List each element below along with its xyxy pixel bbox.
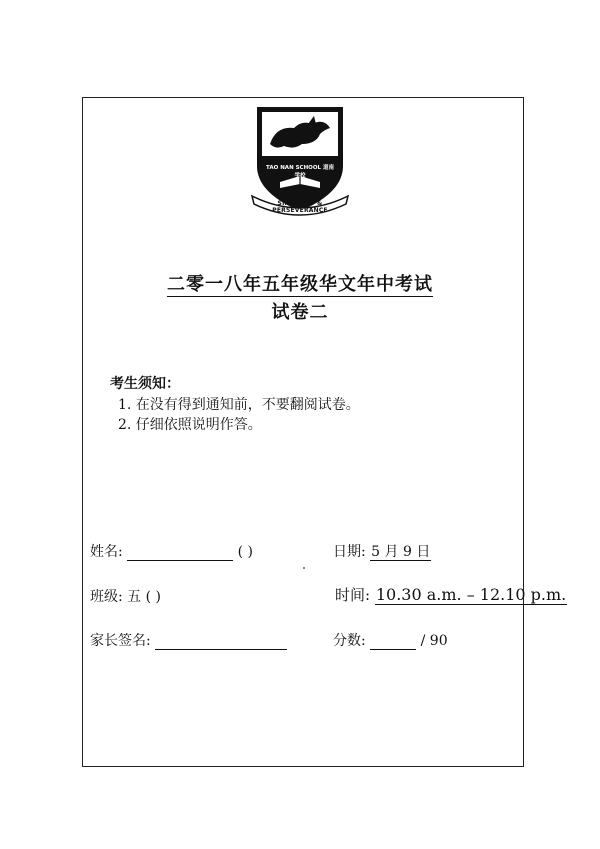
time-field <box>335 584 567 605</box>
crest-school-name: TAO NAN SCHOOL 道南学校 <box>266 165 334 179</box>
score-label: 分数: <box>333 633 366 649</box>
name-index-paren: ( ) <box>237 544 253 560</box>
date-field <box>333 541 431 561</box>
crest-motto: SINCERITY & PERSEVERANCE <box>272 200 328 214</box>
class-field <box>90 586 161 606</box>
time-value: 10.30 a.m. – 12.10 p.m. <box>375 585 567 604</box>
score-field <box>333 630 448 650</box>
paper-subtitle: 试卷二 <box>271 302 329 323</box>
name-label: 姓名: <box>90 544 123 560</box>
score-blank-line[interactable] <box>370 633 416 650</box>
class-label: 班级: <box>90 589 123 605</box>
school-crest <box>250 104 350 218</box>
exam-title <box>0 270 600 296</box>
scan-speck <box>303 567 305 569</box>
signature-blank-line[interactable] <box>155 633 287 650</box>
score-total: / 90 <box>420 633 448 649</box>
parent-signature-label: 家长签名: <box>90 633 151 649</box>
instruction-item-1: 1. 在没有得到通知前，不要翻阅试卷。 <box>118 397 360 413</box>
class-value: 五 ( ) <box>127 589 161 605</box>
time-label: 时间: <box>335 586 371 604</box>
instructions-heading: 考生须知： <box>110 376 180 392</box>
name-blank-line[interactable] <box>127 544 233 561</box>
instruction-item-2: 2. 仔细依照说明作答。 <box>118 417 262 433</box>
exam-title-text: 二零一八年五年级华文年中考试 <box>167 274 433 295</box>
date-value: 5 月 9 日 <box>371 544 431 560</box>
parent-signature-field <box>90 630 287 650</box>
name-field <box>90 541 253 561</box>
date-label: 日期: <box>333 544 366 560</box>
